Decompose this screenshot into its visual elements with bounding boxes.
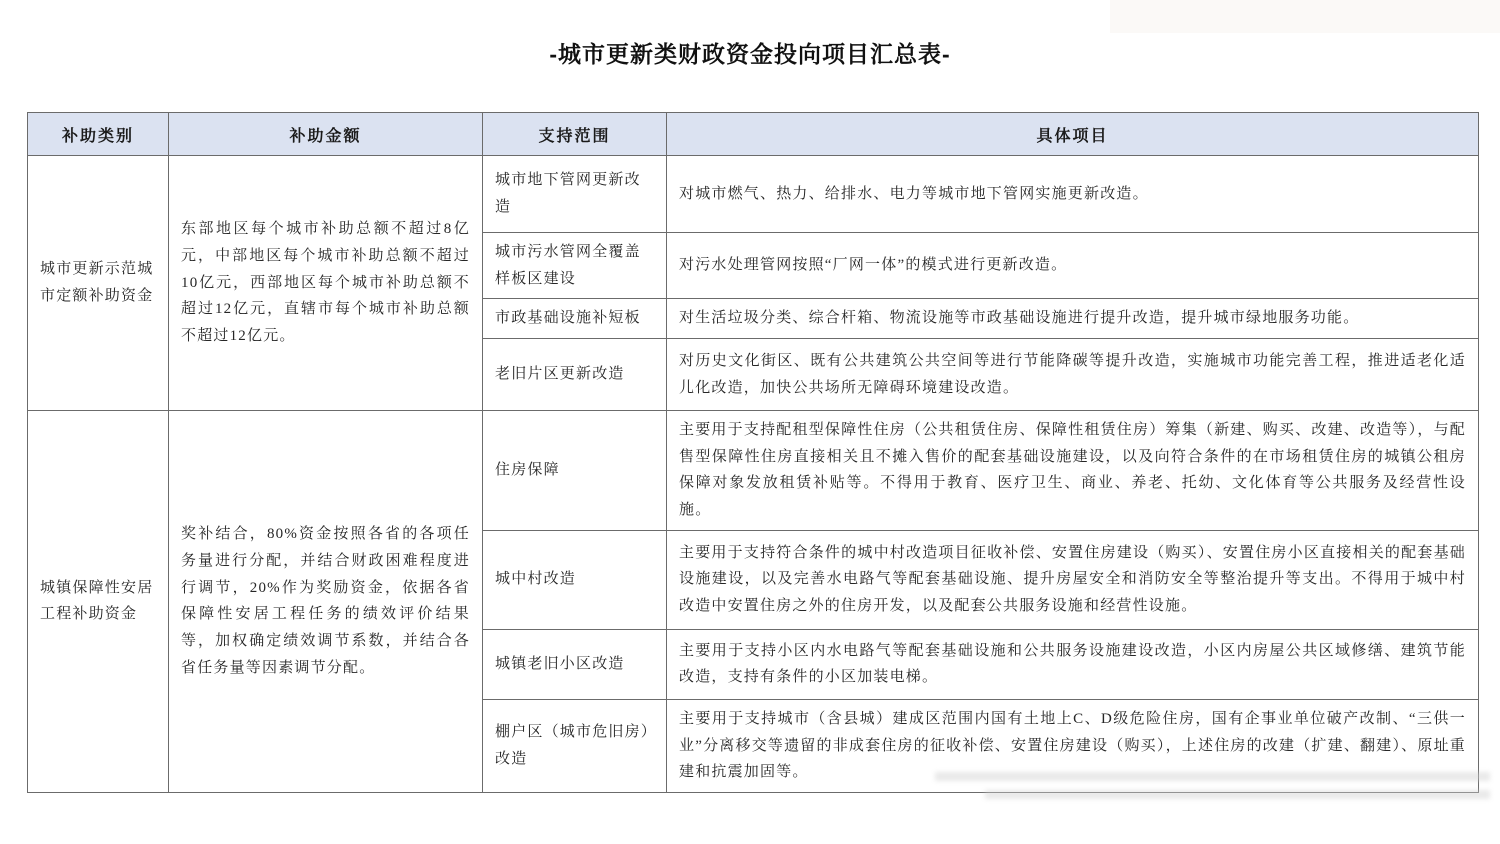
- header-row: [28, 113, 1479, 156]
- header-cell-project: 具体项目: [667, 113, 1479, 156]
- detail-cell: 主要用于支持城市（含县城）建成区范围内国有土地上C、D级危险住房，国有企事业单位破产改制、“三供一业”分离移交等遗留的非成套住房的征收补偿、安置住房建设（购买），上述住房的改建（扩建、翻建）、原址重建和抗震加固等。: [667, 699, 1479, 792]
- scope-cell: 城市污水管网全覆盖样板区建设: [483, 233, 667, 299]
- detail-cell: 对城市燃气、热力、给排水、电力等城市地下管网实施更新改造。: [667, 156, 1479, 233]
- amount-cell-group2: 奖补结合，80%资金按照各省的各项任务量进行分配，并结合财政困难程度进行调节，20%作为奖励资金，依据各省保障性安居工程任务的绩效评价结果等，加权确定绩效调节系数，并结合各省任务量等因素调节分配。: [169, 411, 483, 793]
- detail-cell: 对生活垃圾分类、综合杆箱、物流设施等市政基础设施进行提升改造，提升城市绿地服务功能。: [667, 299, 1479, 339]
- header-cell-amount: 补助金额: [169, 113, 483, 156]
- table-row: [28, 411, 1479, 531]
- scope-cell: 住房保障: [483, 411, 667, 531]
- detail-cell: 主要用于支持配租型保障性住房（公共租赁住房、保障性租赁住房）筹集（新建、购买、改建、改造等），与配售型保障性住房直接相关且不摊入售价的配套基础设施建设，以及向符合条件的在市场租赁住房的城镇公租房保障对象发放租赁补贴等。不得用于教育、医疗卫生、商业、养老、托幼、文化体育等公共服务及经营性设施。: [667, 411, 1479, 531]
- watermark-remnant-bottom: [935, 772, 1490, 781]
- page-title: -城市更新类财政资金投向项目汇总表-: [549, 41, 951, 67]
- category-cell-group1: 城市更新示范城市定额补助资金: [28, 156, 169, 411]
- detail-cell: 对历史文化街区、既有公共建筑公共空间等进行节能降碳等提升改造，实施城市功能完善工程，推进适老化适儿化改造，加快公共场所无障碍环境建设改造。: [667, 339, 1479, 411]
- amount-cell-group1: 东部地区每个城市补助总额不超过8亿元，中部地区每个城市补助总额不超过10亿元，西部地区每个城市补助总额不超过12亿元，直辖市每个城市补助总额不超过12亿元。: [169, 156, 483, 411]
- watermark-remnant-bottom: [985, 790, 1490, 799]
- scope-cell: 老旧片区更新改造: [483, 339, 667, 411]
- scope-cell: 市政基础设施补短板: [483, 299, 667, 339]
- detail-cell: 主要用于支持小区内水电路气等配套基础设施和公共服务设施建设改造，小区内房屋公共区域修缮、建筑节能改造，支持有条件的小区加装电梯。: [667, 629, 1479, 699]
- scope-cell: 城中村改造: [483, 530, 667, 629]
- category-cell-group2: 城镇保障性安居工程补助资金: [28, 411, 169, 793]
- scope-cell: 城市地下管网更新改造: [483, 156, 667, 233]
- summary-table: [27, 112, 1479, 793]
- scope-cell: 棚户区（城市危旧房）改造: [483, 699, 667, 792]
- detail-cell: 主要用于支持符合条件的城中村改造项目征收补偿、安置住房建设（购买）、安置住房小区直接相关的配套基础设施建设，以及完善水电路气等配套基础设施、提升房屋安全和消防安全等整治提升等支出。不得用于城中村改造中安置住房之外的住房开发，以及配套公共服务设施和经营性设施。: [667, 530, 1479, 629]
- header-cell-category: 补助类别: [28, 113, 169, 156]
- header-cell-scope: 支持范围: [483, 113, 667, 156]
- detail-cell: 对污水处理管网按照“厂网一体”的模式进行更新改造。: [667, 233, 1479, 299]
- scope-cell: 城镇老旧小区改造: [483, 629, 667, 699]
- table-row: [28, 156, 1479, 233]
- watermark-remnant-top: [1110, 0, 1500, 33]
